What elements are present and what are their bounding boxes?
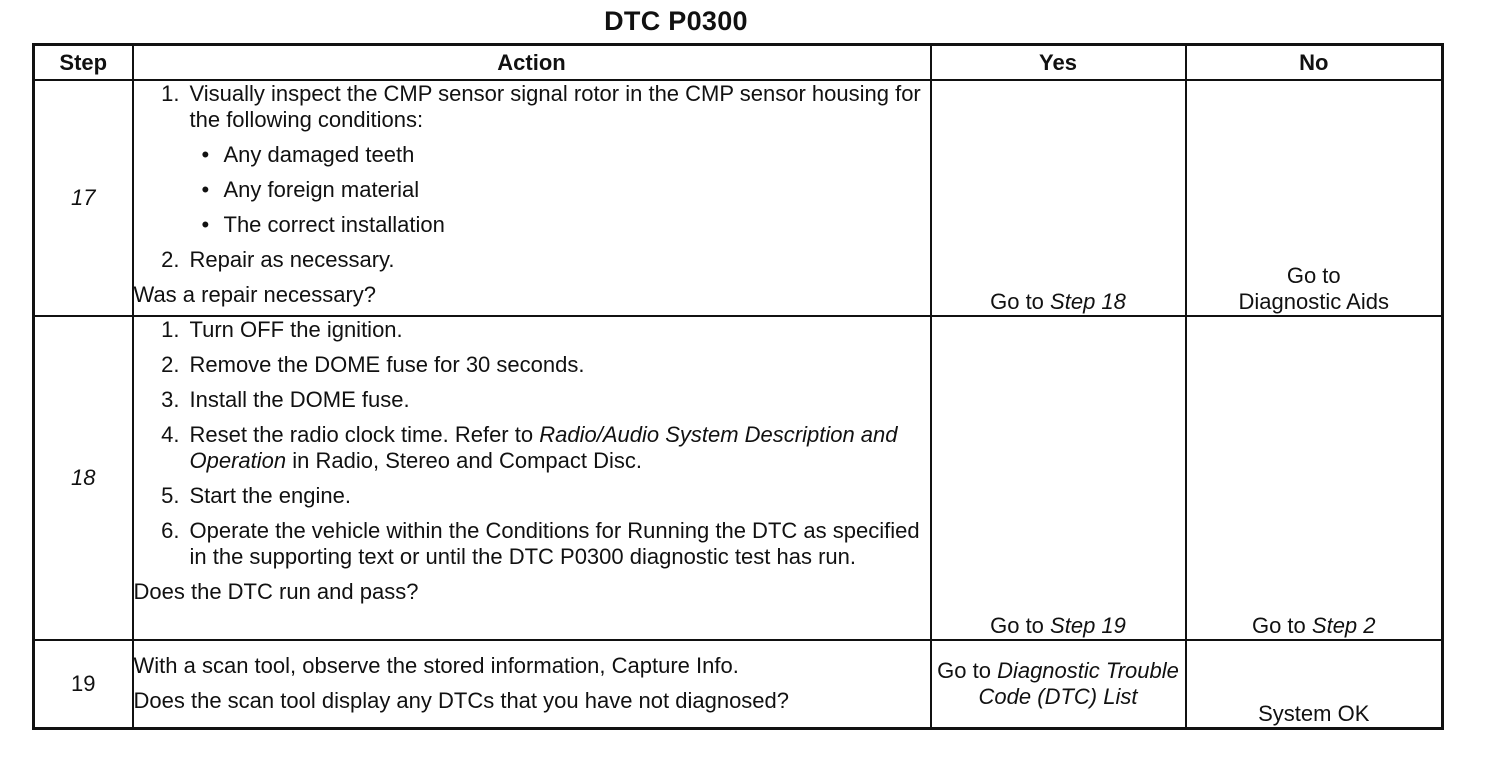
table-row-step-18: [34, 316, 1443, 640]
list-item-number: 2.: [161, 352, 180, 377]
diagnostic-table: [32, 43, 1444, 730]
bullet-icon: •: [201, 212, 210, 237]
bullet-list: [134, 142, 930, 238]
list-item-text-part: in Radio, Stereo and Compact Disc.: [292, 448, 642, 473]
action-cell: [133, 640, 931, 728]
list-item: [134, 317, 930, 343]
numbered-list: [134, 81, 930, 133]
action-cell: [133, 80, 931, 316]
list-item-number: 1.: [161, 81, 180, 106]
bullet-item: [202, 142, 930, 168]
yes-cell: [931, 316, 1186, 640]
question-text: Does the DTC run and pass?: [133, 579, 419, 604]
list-item: [134, 387, 930, 413]
document-reference: Radio/Audio System Description and Operation: [189, 422, 898, 473]
numbered-list: [134, 247, 930, 273]
list-item: [134, 247, 930, 273]
no-cell: [1186, 316, 1443, 640]
yes-step-ref: Step 18: [1050, 289, 1126, 314]
bullet-icon: •: [201, 142, 210, 167]
action-text: With a scan tool, observe the stored information, Capture Info.: [133, 653, 739, 679]
step-number: 18: [34, 316, 133, 640]
yes-prefix: Go to: [990, 289, 1044, 314]
yes-step-ref: Step 19: [1050, 613, 1126, 638]
bullet-icon: •: [201, 177, 210, 202]
no-prefix: Go to: [1251, 613, 1306, 638]
bullet-text: Any damaged teeth: [223, 142, 415, 167]
list-item-text: Install the DOME fuse.: [189, 387, 410, 412]
header-no: No: [1186, 45, 1443, 81]
bullet-text: Any foreign material: [223, 177, 420, 202]
list-item-number: 2.: [161, 247, 180, 272]
no-cell: [1186, 640, 1443, 728]
yes-step-ref: Diagnostic Trouble Code (DTC) List: [978, 657, 1179, 709]
list-item-text: Turn OFF the ignition.: [189, 317, 403, 342]
step-number: 17: [34, 80, 133, 316]
header-action: Action: [133, 45, 931, 81]
list-item-number: 4.: [161, 422, 180, 447]
list-item: [134, 81, 930, 133]
list-item-text-part: Reset the radio clock time. Refer to: [189, 422, 534, 447]
list-item-text: Visually inspect the CMP sensor signal rotor in the CMP sensor housing for the following conditions:: [189, 81, 921, 132]
list-item-text: Repair as necessary.: [189, 247, 395, 272]
header-step: Step: [34, 45, 133, 81]
action-cell: [133, 316, 931, 640]
yes-cell: [931, 640, 1186, 728]
numbered-list: [134, 317, 930, 570]
header-yes: Yes: [931, 45, 1186, 81]
no-step-ref: Step 2: [1311, 613, 1376, 638]
list-item-number: 1.: [161, 317, 180, 342]
table-row-step-17: [34, 80, 1443, 316]
yes-cell: [931, 80, 1186, 316]
list-item-text: Remove the DOME fuse for 30 seconds.: [189, 352, 585, 377]
no-ref: Diagnostic Aids: [1238, 289, 1389, 314]
step-number: 19: [34, 640, 133, 728]
list-item: [134, 483, 930, 509]
list-item: [134, 518, 930, 570]
no-prefix: Go to: [1286, 263, 1341, 288]
yes-prefix: Go to: [990, 613, 1044, 638]
question-text: Does the scan tool display any DTCs that you have not diagnosed?: [133, 688, 790, 714]
question-text: Was a repair necessary?: [133, 282, 377, 307]
list-item-text: Start the engine.: [189, 483, 351, 508]
no-result: System OK: [1258, 700, 1370, 726]
no-cell: [1186, 80, 1443, 316]
bullet-item: [202, 177, 930, 203]
list-item-number: 3.: [161, 387, 180, 412]
list-item: [134, 352, 930, 378]
list-item-text: Operate the vehicle within the Conditions for Running the DTC as specified in the supporting text or until the DTC P0300 diagnostic test has run.: [189, 518, 920, 569]
table-row-step-19: [34, 640, 1443, 728]
page-title: DTC P0300: [604, 6, 748, 36]
list-item-number: 6.: [161, 518, 180, 543]
bullet-item: [202, 212, 930, 238]
yes-prefix: Go to: [937, 657, 991, 683]
list-item-number: 5.: [161, 483, 180, 508]
list-item-text: [190, 422, 930, 474]
header-row: [34, 45, 1443, 81]
list-item: [134, 422, 930, 474]
bullet-text: The correct installation: [223, 212, 445, 237]
